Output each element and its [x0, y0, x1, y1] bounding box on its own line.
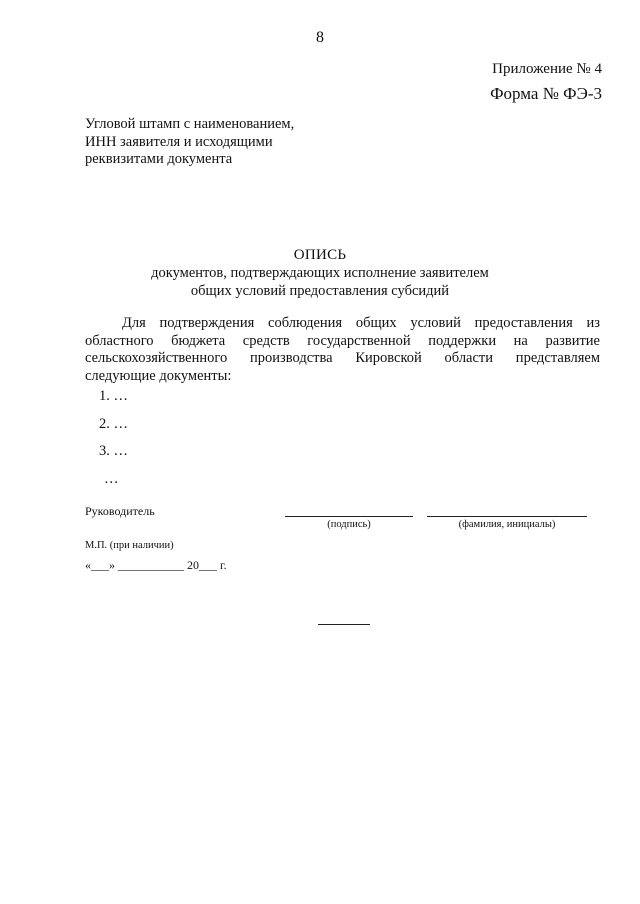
list-item-ellipsis: …	[104, 471, 119, 487]
stamp-line: Угловой штамп с наименованием,	[85, 116, 295, 132]
name-line	[427, 516, 587, 517]
page-number: 8	[316, 29, 324, 46]
intro-line: сельскохозяйственного производства Кировской области представляем	[85, 350, 600, 366]
stamp-line: ИНН заявителя и исходящими	[85, 133, 273, 150]
date-line: «___» ___________ 20___ г.	[85, 558, 227, 572]
appendix-label: Приложение № 4	[492, 61, 602, 77]
name-caption: (фамилия, инициалы)	[458, 519, 556, 530]
seal-place-label: М.П. (при наличии)	[85, 540, 174, 551]
corner-stamp-placeholder	[85, 116, 294, 169]
intro-line: областного бюджета средств государственной поддержки на развитие	[85, 332, 600, 349]
list-item: 3. …	[99, 443, 128, 459]
end-divider	[318, 624, 370, 625]
head-label: Руководитель	[85, 504, 155, 518]
signature-caption: (подпись)	[327, 519, 371, 530]
document-title	[0, 247, 640, 300]
title-subtitle-line: общих условий предоставления субсидий	[190, 283, 450, 299]
stamp-line: реквизитами документа	[85, 151, 233, 167]
list-item: 1. …	[99, 388, 128, 404]
list-item: 2. …	[99, 416, 128, 432]
intro-line: Для подтверждения соблюдения общих условий предоставления из	[122, 315, 600, 331]
intro-paragraph	[85, 315, 600, 385]
intro-line: следующие документы:	[85, 367, 232, 384]
title-main: ОПИСЬ	[293, 247, 347, 263]
title-subtitle-line: документов, подтверждающих исполнение заявителем	[151, 265, 489, 281]
form-code: Форма № ФЭ-3	[490, 84, 602, 103]
signature-line	[285, 516, 413, 517]
